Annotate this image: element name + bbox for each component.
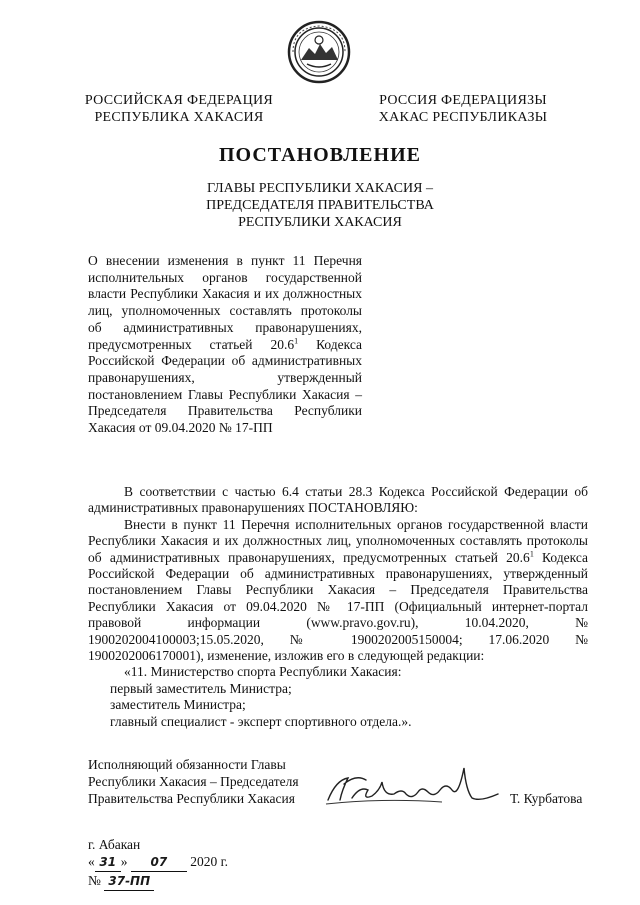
signer-name: Т. Курбатова — [510, 791, 583, 806]
issue-date — [88, 853, 228, 872]
signatory-line2: Республики Хакасия – Председателя — [88, 774, 299, 789]
signatory-line1: Исполняющий обязанности Главы — [88, 757, 286, 772]
header-right — [368, 92, 558, 126]
date-open-quote: « — [88, 854, 95, 869]
subject-superscript: 1 — [294, 336, 299, 346]
quote-line-3: заместитель Министра; — [110, 697, 246, 713]
coat-of-arms-emblem — [287, 20, 351, 84]
header-left — [84, 92, 274, 126]
date-year: 2020 г. — [190, 854, 229, 869]
subtitle-line1: ГЛАВЫ РЕСПУБЛИКИ ХАКАСИЯ – — [207, 181, 433, 196]
document-subtitle — [0, 180, 640, 231]
quote-line-1: «11. Министерство спорта Республики Хакасия: — [124, 664, 402, 680]
document-footer — [88, 836, 228, 891]
body-p2-part1: Внести в пункт 11 Перечня исполнительных органов государственной власти Республики Хакасия и их должностных лиц, уполномоченных составлять протоколы об административных правонарушениях, предусмотренных статьей 20.6 — [88, 516, 588, 565]
document-number — [88, 872, 228, 891]
quote-line-4: главный специалист - эксперт спортивного отдела.». — [110, 713, 412, 729]
body-paragraph-1: В соответствии с частью 6.4 статьи 28.3 Кодекса Российской Федерации об административных правонарушениях ПОСТАНОВЛЯЮ: — [88, 484, 588, 516]
date-month: 07 — [131, 854, 187, 872]
place-of-issue: г. Абакан — [88, 837, 141, 852]
date-close-quote: » — [120, 854, 128, 869]
header-left-line2: РЕСПУБЛИКА ХАКАСИЯ — [94, 110, 264, 125]
signatory-position — [88, 756, 328, 807]
document-body — [88, 484, 588, 730]
handwritten-signature — [322, 760, 502, 810]
header-right-line2: ХАКАС РЕСПУБЛИКАЗЫ — [378, 110, 548, 125]
number-prefix: № — [88, 873, 101, 888]
subtitle-line2: ПРЕДСЕДАТЕЛЯ ПРАВИТЕЛЬСТВА — [206, 198, 434, 213]
subtitle-line3: РЕСПУБЛИКИ ХАКАСИЯ — [238, 215, 402, 230]
signatory-line3: Правительства Республики Хакасия — [88, 791, 295, 806]
quote-line-2: первый заместитель Министра; — [110, 680, 292, 696]
body-paragraph-2 — [88, 517, 588, 665]
subject-part2: Кодекса Российской Федерации об административных правонарушениях, утвержденный постановлением Главы Республики Хакасия – Председателя Правительства Республики Хакасия от 09.04.2020 № 17-ПП — [88, 336, 362, 436]
document-subject — [88, 253, 362, 437]
header-left-line1: РОССИЙСКАЯ ФЕДЕРАЦИЯ — [84, 93, 274, 108]
header-right-line1: РОССИЯ ФЕДЕРАЦИЯЗЫ — [379, 93, 547, 108]
subject-part1: О внесении изменения в пункт 11 Перечня исполнительных органов государственной власти Республики Хакасия и их должностных лиц, уполномоченных составлять протоколы об административных правонарушениях, предусмотренных статьей 20.6 — [88, 253, 362, 352]
document-title: ПОСТАНОВЛЕНИЕ — [219, 144, 421, 166]
body-p2-superscript: 1 — [529, 549, 534, 559]
date-day: 31 — [95, 854, 121, 872]
number-value: 37-ПП — [104, 873, 154, 891]
body-p2-part2: Кодекса Российской Федерации об административных правонарушениях, утвержденный постановлением Главы Республики Хакасия – Председателя Правительства Республики Хакасия от 09.04.2020 № 17-ПП (Официальный интернет-портал правовой информации (www.pravo.gov.ru), 10.04.2020, № 1900202004100003;15.05.2020, № 1900202005150004; 17.06.2020 № 1900202006170001), изменение, изложив его в следующей редакции: — [88, 549, 588, 664]
